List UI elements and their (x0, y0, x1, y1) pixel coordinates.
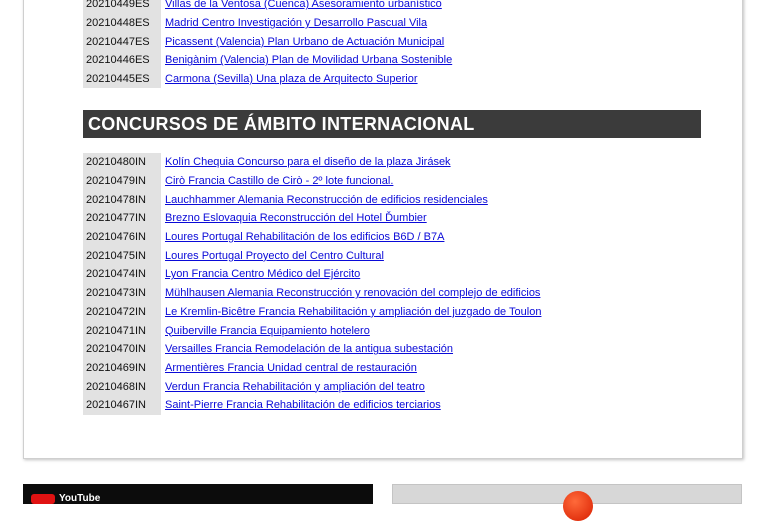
competition-code: 20210479IN (83, 172, 161, 191)
competition-code: 20210476IN (83, 228, 161, 247)
competition-link[interactable]: Versailles Francia Remodelación de la antigua subestación (165, 343, 454, 356)
competition-link[interactable]: Loures Portugal Rehabilitación de los edificios B6D / B7A (165, 231, 445, 244)
list-item (83, 190, 703, 209)
competition-link[interactable]: Carmona (Sevilla) Una plaza de Arquitecto Superior (165, 73, 418, 86)
competition-link[interactable]: Villas de la Ventosa (Cuenca) Asesoramiento urbanístico (165, 0, 442, 11)
youtube-logo-icon (31, 494, 55, 504)
list-item (83, 51, 703, 70)
list-item (83, 70, 703, 89)
competition-code: 20210470IN (83, 340, 161, 359)
competition-link[interactable]: Saint-Pierre Francia Rehabilitación de edificios terciarios (165, 399, 441, 412)
list-item (83, 321, 703, 340)
international-competitions-list (83, 153, 703, 415)
list-item (83, 32, 703, 51)
list-item (83, 14, 703, 33)
competition-link[interactable]: Cirò Francia Castillo de Cirò - 2º lote funcional. (165, 175, 394, 188)
list-item (83, 340, 703, 359)
competition-code: 20210477IN (83, 209, 161, 228)
list-item (83, 172, 703, 191)
competition-link[interactable]: Madrid Centro Investigación y Desarrollo Pascual Vila (165, 17, 428, 30)
competition-code: 20210475IN (83, 246, 161, 265)
list-item (83, 265, 703, 284)
list-item (83, 377, 703, 396)
list-item (83, 284, 703, 303)
competition-link[interactable]: Loures Portugal Proyecto del Centro Cultural (165, 249, 384, 262)
competition-code: 20210471IN (83, 321, 161, 340)
national-competitions-list (83, 0, 703, 88)
competition-code: 20210447ES (83, 32, 161, 51)
competition-link[interactable]: Picassent (Valencia) Plan Urbano de Actuación Municipal (165, 35, 445, 48)
competition-link[interactable]: Verdun Francia Rehabilitación y ampliación del teatro (165, 380, 425, 393)
promo-widget[interactable] (392, 484, 742, 504)
red-circle-icon (563, 491, 593, 521)
section-title: CONCURSOS DE ÁMBITO INTERNACIONAL (88, 113, 475, 134)
competition-link[interactable]: Benigànim (Valencia) Plan de Movilidad Urbana Sostenible (165, 54, 453, 67)
list-item (83, 228, 703, 247)
competition-code: 20210445ES (83, 70, 161, 89)
competition-link[interactable]: Le Kremlin-Bicêtre Francia Rehabilitación y ampliación del juzgado de Toulon (165, 305, 542, 318)
competition-link[interactable]: Lauchhammer Alemania Reconstrucción de edificios residenciales (165, 193, 488, 206)
competition-code: 20210467IN (83, 396, 161, 415)
competition-code: 20210473IN (83, 284, 161, 303)
competition-code: 20210446ES (83, 51, 161, 70)
competition-link[interactable]: Kolín Chequia Concurso para el diseño de la plaza Jirásek (165, 156, 451, 169)
list-item (83, 153, 703, 172)
competition-code: 20210449ES (83, 0, 161, 14)
competition-code: 20210480IN (83, 153, 161, 172)
list-item (83, 303, 703, 322)
competition-link[interactable]: Quiberville Francia Equipamiento hotelero (165, 324, 370, 337)
list-item (83, 246, 703, 265)
list-item (83, 396, 703, 415)
section-heading-international (83, 110, 701, 138)
youtube-widget[interactable] (23, 484, 373, 504)
competition-link[interactable]: Brezno Eslovaquia Reconstrucción del Hotel Ďumbier (165, 212, 427, 225)
competition-code: 20210478IN (83, 190, 161, 209)
competition-code: 20210472IN (83, 303, 161, 322)
competition-link[interactable]: Armentières Francia Unidad central de restauración (165, 361, 417, 374)
list-item (83, 209, 703, 228)
list-item (83, 0, 703, 14)
competition-code: 20210448ES (83, 14, 161, 33)
youtube-label: YouTube (59, 493, 101, 504)
list-item (83, 359, 703, 378)
competition-link[interactable]: Mühlhausen Alemania Reconstrucción y renovación del complejo de edificios (165, 287, 541, 300)
competition-code: 20210468IN (83, 377, 161, 396)
competition-code: 20210469IN (83, 359, 161, 378)
competition-code: 20210474IN (83, 265, 161, 284)
competition-link[interactable]: Lyon Francia Centro Médico del Ejército (165, 268, 361, 281)
